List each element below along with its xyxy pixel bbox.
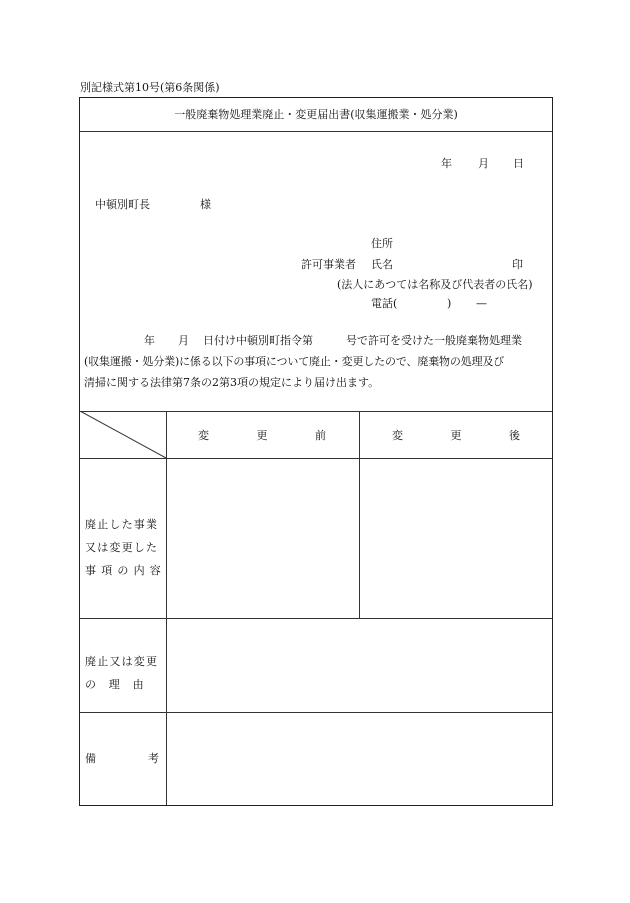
date-day-label: 日 xyxy=(513,157,524,170)
body-order-text: 日付け中頓別町指令第 xyxy=(203,334,313,347)
phone-close-paren: ) xyxy=(447,297,452,310)
addressee-name: 中頓別町長 xyxy=(95,198,150,211)
row1-line-2: 又は変更した xyxy=(85,541,159,554)
after-char-2: 更 xyxy=(450,429,462,442)
remarks-cell[interactable] xyxy=(166,712,551,804)
after-char-1: 変 xyxy=(392,429,403,442)
phone-label: 電話( xyxy=(371,297,398,310)
column-header-after xyxy=(392,429,520,443)
permit-holder-label: 許可事業者 xyxy=(301,258,356,271)
row2-line-2: の 理 由 xyxy=(85,678,145,691)
date-year-label: 年 xyxy=(441,157,452,170)
body-line-2: (収集運搬・処分業)に係る以下の事項について廃止・変更したので、廃棄物の処理及び xyxy=(84,355,505,368)
remarks-char-2: 考 xyxy=(148,752,159,765)
body-month: 月 xyxy=(178,334,189,347)
body-line-3: 清掃に関する法律第7条の2第3項の規定により届け出ます。 xyxy=(84,376,380,389)
remarks-char-1: 備 xyxy=(85,752,96,765)
corporation-note: (法人にあつては名称及び代表者の氏名) xyxy=(337,278,533,291)
row-label-changed-items xyxy=(85,513,166,582)
reason-cell[interactable] xyxy=(166,618,551,712)
row1-line-3: 事項の内容 xyxy=(85,564,166,577)
seal-label: 印 xyxy=(512,258,523,271)
address-label: 住所 xyxy=(371,237,393,250)
after-char-3: 後 xyxy=(509,429,520,442)
form-number-note: 別記様式第10号(第6条関係) xyxy=(80,81,220,94)
before-char-2: 更 xyxy=(256,429,268,442)
before-char-1: 変 xyxy=(198,429,209,442)
body-permit-text: 号で許可を受けた一般廃棄物処理業 xyxy=(346,334,522,347)
before-content-cell[interactable] xyxy=(166,458,359,618)
title-divider xyxy=(80,131,552,132)
name-label: 氏名 xyxy=(371,258,393,271)
date-month-label: 月 xyxy=(478,157,489,170)
phone-dash: — xyxy=(476,297,487,310)
before-char-3: 前 xyxy=(315,429,326,442)
after-content-cell[interactable] xyxy=(359,458,551,618)
body-year: 年 xyxy=(144,334,155,347)
addressee-honorific: 様 xyxy=(200,198,211,211)
row2-line-1: 廃止又は変更 xyxy=(85,655,159,668)
form-title: 一般廃棄物処理業廃止・変更届出書(収集運搬業・処分業) xyxy=(174,108,458,121)
row-label-reason xyxy=(85,650,158,696)
diagonal-cell-line xyxy=(80,411,166,458)
row-label-remarks xyxy=(85,752,159,766)
column-header-before xyxy=(198,429,326,443)
row1-line-1: 廃止した事業 xyxy=(85,518,159,531)
